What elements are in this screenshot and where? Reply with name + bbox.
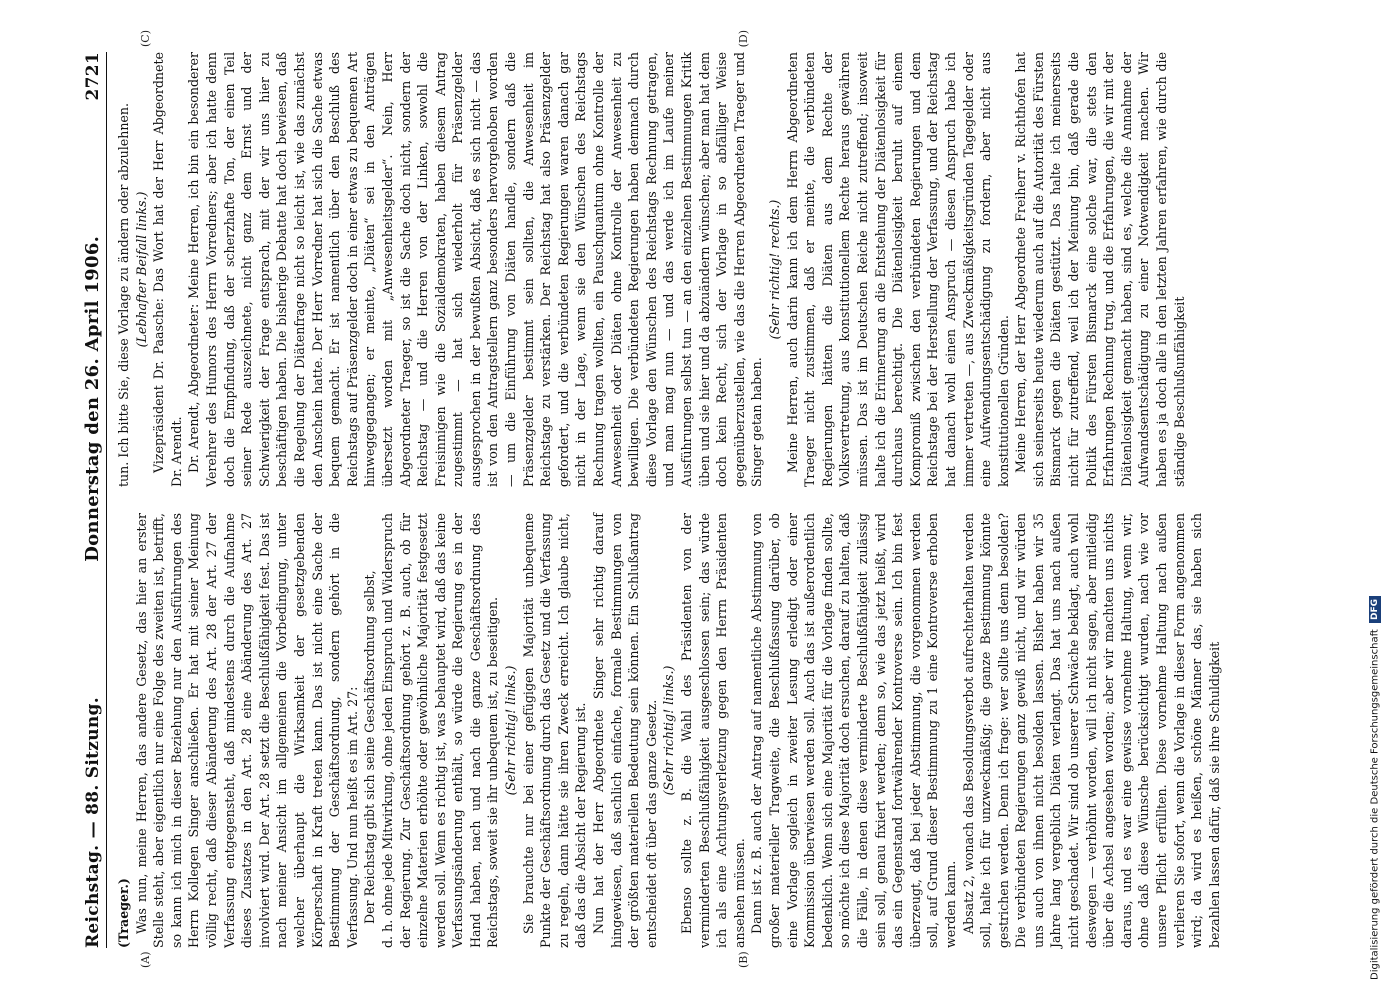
column-right xyxy=(115,30,1345,487)
speaker-tag: (Traeger.) xyxy=(116,878,131,948)
speaker-intro: Vizepräsident Dr. Paasche: Das Wort hat der Herr Abgeordnete Dr. Arendt. xyxy=(151,52,184,487)
dfg-logo: DFG xyxy=(1369,596,1381,623)
paragraph: d. h. ohne jede Mitwirkung, ohne jeden Einspruch und Widerspruch der Regierung. Zur Geschäftsordnung gehört z. B. auch, ob für einzelne Materien erhöhte oder gewöhnliche Majorität festgesetzt werden soll. Wenn es richtig ist, was behauptet wird, daß das keine Verfassungsänderung enthält, so würde die Regierung es in der Hand haben, nach und nach die ganze Geschäftsordnung des Reichstags, soweit sie ihr unbequem ist, zu beseitigen. xyxy=(379,513,501,948)
margin-marker-d: (D) xyxy=(737,30,750,48)
paragraph: Meine Herren, auch darin kann ich dem Herrn Abgeordneten Traeger nicht zustimmen, daß er meinte, die verbündeten Regierungen hätten die Diäten aus dem Rechte der Volksvertretung, aus konstitutionellem Rechte heraus gewähren müssen. Das ist im Deutschen Reiche nicht zutreffend; insoweit halte ich die Erinnerung an die Entstehung der Diätenlosigkeit für durchaus berechtigt. Die Diätenlosigkeit beruht auf einem Kompromiß zwischen den verbündeten Regierungen und dem Reichstage bei der Herstellung der Verfassung, und der Reichstag hat danach wohl einen Anspruch — diesen Anspruch habe ich immer vertreten —, aus Zweckmäßigkeitsgründen Tagegelder oder eine Aufwendungsentschädigung zu fordern, aber nicht aus konstitutionellen Gründen. xyxy=(784,52,1011,487)
paragraph: tun. Ich bitte Sie, diese Vorlage zu ändern oder abzulehnen. xyxy=(116,103,131,487)
header-date: Donnerstag den 26. April 1906. xyxy=(82,235,103,562)
interjection: (Sehr richtig! links.) xyxy=(503,665,519,796)
interjection: (Lebhafter Beifall links.) xyxy=(133,191,149,348)
margin-marker-a: (A) xyxy=(139,951,152,968)
page-number: 2721 xyxy=(83,52,103,101)
paragraph: Nun hat der Herr Abgeordnete Singer sehr richtig darauf hingewiesen, daß sachlich einfache, formale Bestimmungen von der größten materiellen Bedeutung sein können. Ein Schlußantrag entscheidet oft über das ganze Gesetz. xyxy=(591,513,659,948)
text-columns xyxy=(115,30,1345,968)
paragraph: Dr. Arendt, Abgeordneter: Meine Herren, ich bin ein besonderer Verehrer des Humors des Herrn Vorredners; aber ich hatte denn doch die Empfindung, daß der scherzhafte Ton, der einen Teil seiner Rede auszeichnete, nicht ganz dem Ernst und der Schwierigkeit der Frage entsprach, mit der wir uns hier zu beschäftigen haben. Die bisherige Debatte hat doch bewiesen, daß die Regelung der Diätenfrage nicht so leicht ist, wie das zunächst den Anschein hatte. Der Herr Vorredner hat sich die Sache etwas bequem gemacht. Er ist namentlich über den Beschluß des Reichstags auf Präsenzgelder doch in einer etwas zu bequemen Art hinweggegangen; er meinte, „Diäten“ sei in den Anträgen übersetzt worden mit „Anwesenheitsgelder“. Nein, Herr Abgeordneter Traeger, so ist die Sache doch nicht, sondern der Reichstag — und die Herren von der Linken, sowohl die Freisinnigen wie die Sozialdemokraten, haben diesem Antrag zugestimmt — hat sich wiederholt für Präsenzgelder ausgesprochen in der bewußten Absicht, daß es sich nicht — das ist von den Antragstellern ganz besonders hervorgehoben worden — um die Einführung von Diäten handle, sondern daß die Präsenzgelder bestimmt sein sollten, die Anwesenheit im Reichstage zu verstärken. Der Reichstag hat also Präsenzgelder gefordert, und die verbündeten Regierungen waren danach gar nicht in der Lage, wenn sie den Wünschen des Reichstags Rechnung tragen wollten, ein Pauschquantum ohne Kontrolle der Anwesenheit oder Diäten ohne Kontrolle der Anwesenheit zu bewilligen. Die verbündeten Regierungen haben demnach durch diese Vorlage den Wünschen des Reichstags Rechnung getragen, und man mag nun — und das werde ich im Laufe meiner Ausführungen selbst tun — an den einzelnen Bestimmungen Kritik üben und sie hier und da abzuändern wünschen; aber man hat dem doch kein Recht, sich der Vorlage in so abfälliger Weise gegenüberzustellen, wie das die Herren Abgeordneten Traeger und Singer getan haben. xyxy=(186,52,765,487)
column-left xyxy=(115,513,1345,968)
paragraph: Absatz 2, wonach das Besoldungsverbot aufrechterhalten werden soll, halte ich für unzweckmäßig; die ganze Bestimmung könnte gestrichen werden. Denn ich frage: wer sollte uns denn besolden? Die verbündeten Regierungen ganz gewiß nicht, und wir würden uns auch von ihnen nicht besolden lassen. Bisher haben wir 35 Jahre lang vergeblich Diäten verlangt. Das hat uns nach außen nicht geschadet. Wir sind ob unserer Schwäche beklagt, auch wohl deswegen — verhöhnt worden, will ich nicht sagen, aber mitleidig über die Achsel angesehen worden; aber wir machten uns nichts daraus, und es war eine gewisse vornehme Haltung, wenn wir, ohne daß diese Wünsche berücksichtigt wurden, nach wie vor unsere Pflicht erfüllten. Diese vornehme Haltung nach außen verlieren Sie sofort, wenn die Vorlage in dieser Form angenommen wird; da wird es heißen, schöne Männer das, sie haben sich bezahlen lassen dafür, daß sie ihre Schuldigkeit xyxy=(960,513,1222,948)
paragraph: Dann ist z. B. auch der Antrag auf namentliche Abstimmung von großer materieller Tragweite, die Beschlußfassung darüber, ob eine Vorlage sogleich in zweiter Lesung erledigt oder einer Kommission überwiesen werden soll. Auch das ist außerordentlich bedenklich. Wenn sich eine Majorität für die Vorlage finden sollte, so möchte ich diese Majorität doch ersuchen, darauf zu halten, daß die Fälle, in denen diese verminderte Beschlußfähigkeit zulässig sein soll, genau fixiert werden; denn so, wie das jetzt heißt, wird das ein Gegenstand fortwährender Kontroverse sein. Ich bin fest überzeugt, daß bei jeder Abstimmung, die vorgenommen werden soll, auf Grund dieser Bestimmung zu 1 eine Kontroverse erhoben werden kann. xyxy=(749,513,958,948)
interjection: (Sehr richtig! rechts.) xyxy=(766,199,782,340)
paragraph: Meine Herren, der Herr Abgeordnete Freiherr v. Richthofen hat sich seinerseits heute wiederum auch auf die Autorität des Fürsten Bismarck gegen die Diäten gestützt. Das halte ich meinerseits nicht für zutreffend, weil ich der Meinung bin, daß gerade die Politik des Fürsten Bismarck eine solche war, die stets den Erfahrungen Rechnung trug, und die Erfahrungen, die wir mit der Diätenlosigkeit gemacht haben, sind es, welche die Annahme der Aufwandsentschädigung zu einer Notwendigkeit machen. Wir haben es ja doch alle in den letzten Jahren erfahren, wie durch die ständige Beschlußunfähigkeit xyxy=(1013,52,1187,487)
page-header xyxy=(76,52,107,948)
paragraph: Sie brauchte nur bei einer gefügigen Majorität unbequeme Punkte der Geschäftsordnung durch das Gesetz und die Verfassung zu regeln, dann hätte sie ihren Zweck erreicht. Ich glaube nicht, daß das die Absicht der Regierung ist. xyxy=(520,513,589,948)
paragraph: Ebenso sollte z. B. die Wahl des Präsidenten von der verminderten Beschlußfähigkeit ausgeschlossen sein; das würde ich als eine Achtungsverletzung gegen den Herrn Präsidenten ansehen müssen. xyxy=(679,513,747,948)
paragraph: Was nun, meine Herren, das andere Gesetz, das hier an erster Stelle steht, aber eigentlich nur eine Folge des zweiten ist, betrifft, so kann ich mich in dieser Beziehung nur den Ausführungen des Herrn Kollegen Singer anschließen. Er hat mit seiner Meinung völlig recht, daß dieser Abänderung des Art. 28 der Art. 27 der Verfassung entgegensteht, daß mindestens durch die Aufnahme dieses Zusatzes in den Art. 28 eine Abänderung des Art. 27 involviert wird. Der Art. 28 setzt die Beschlußfähigkeit fest. Das ist nach meiner Ansicht im allgemeinen die Vorbedingung, unter welcher überhaupt die Wirksamkeit der gesetzgebenden Körperschaft in Kraft treten kann. Das ist nicht eine Sache der Bestimmung der Geschäftsordnung, sondern gehört in die Verfassung. Und nun heißt es im Art. 27: xyxy=(133,513,360,948)
newspaper-page xyxy=(76,30,1366,970)
margin-marker-c: (C) xyxy=(139,30,152,47)
digitization-credit xyxy=(1369,20,1381,980)
quoted-article: Der Reichstag gibt sich seine Geschäftsordnung selbst, xyxy=(362,570,378,924)
header-left: Reichstag. — 88. Sitzung. xyxy=(83,697,103,948)
credit-text: Digitalisierung gefördert durch die Deutsche Forschungsgemeinschaft xyxy=(1369,629,1381,980)
margin-marker-b: (B) xyxy=(737,951,750,968)
interjection: (Sehr richtig! links.) xyxy=(661,665,677,796)
